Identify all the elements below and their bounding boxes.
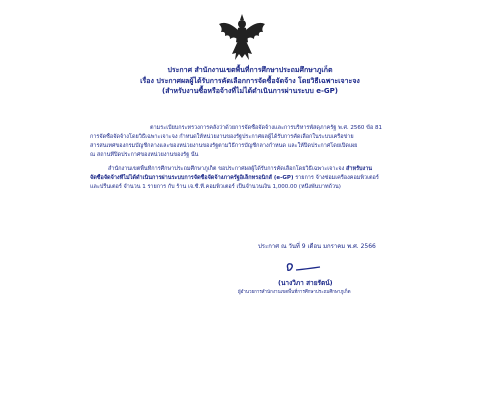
garuda-emblem-icon: [217, 12, 267, 64]
paragraph-1: [90, 124, 425, 160]
paragraph-2-line: จัดซื้อจัดจ้างที่ไม่ได้ดำเนินการผ่านระบบการจัดซื้อจัดจ้างภาครัฐอิเล็กทรอนิกส์ (e-GP) รายการ จ้างซ่อมเครื่องคอมพิวเตอร์: [90, 175, 379, 181]
paragraph-1-line: สารสนเทศของกรมบัญชีกลางและของหน่วยงานของรัฐตามวิธีการบัญชีกลางกำหนด และให้ปิดประกาศโดยเปิดเผย: [90, 143, 358, 149]
paragraph-2: [90, 165, 425, 192]
header-line-3: (สำหรับงานซื้อหรือจ้างที่ไม่ได้ดำเนินการผ่านระบบ e-GP): [162, 87, 338, 95]
paragraph-2-line: สำนักงานเขตพื้นที่การศึกษาประถมศึกษาภูเก็ต ขอประกาศผลผู้ได้รับการคัดเลือกโดยวิธีเฉพาะเจาะจง สำหรับงาน: [108, 166, 373, 172]
signer-name: (นางวิภา สายรัตน์): [278, 279, 333, 287]
handwritten-signature: [284, 258, 324, 276]
header-line-1: ประกาศ สำนักงานเขตพื้นที่การศึกษาประถมศึกษาภูเก็ต: [167, 66, 333, 74]
paragraph-1-line: การจัดซื้อจัดจ้างโดยวิธีเฉพาะเจาะจง กำหนดให้หน่วยงานของรัฐประกาศผลผู้ได้รับการคัดเลือกในระบบเครือข่าย: [90, 134, 354, 140]
paragraph-1-line: ตามระเบียบกระทรวงการคลังว่าด้วยการจัดซื้อจัดจ้างและการบริหารพัสดุภาครัฐ พ.ศ. 2560 ข้อ 81: [150, 125, 382, 131]
signer-position: ผู้อำนวยการสำนักงานเขตพื้นที่การศึกษาประถมศึกษาภูเก็ต: [238, 290, 351, 295]
paragraph-1-line: ณ สถานที่ปิดประกาศของหน่วยงานของรัฐ นั้น: [90, 152, 199, 158]
header-line-2: เรื่อง ประกาศผลผู้ได้รับการคัดเลือกการจัดซื้อจัดจ้าง โดยวิธีเฉพาะเจาะจง: [140, 76, 360, 85]
announcement-header: [40, 65, 460, 97]
announcement-body: [90, 124, 425, 192]
paragraph-2-line: และปริ้นเตอร์ จำนวน 1 รายการ กับ ร้าน เจ.ซี.ที.คอมพิวเตอร์ เป็นจำนวนเงิน 1,000.00 (หนึ่งพันบาทถ้วน): [90, 184, 341, 190]
announcement-date: ประกาศ ณ วันที่ 9 เดือน มกราคม พ.ศ. 2566: [258, 243, 376, 250]
